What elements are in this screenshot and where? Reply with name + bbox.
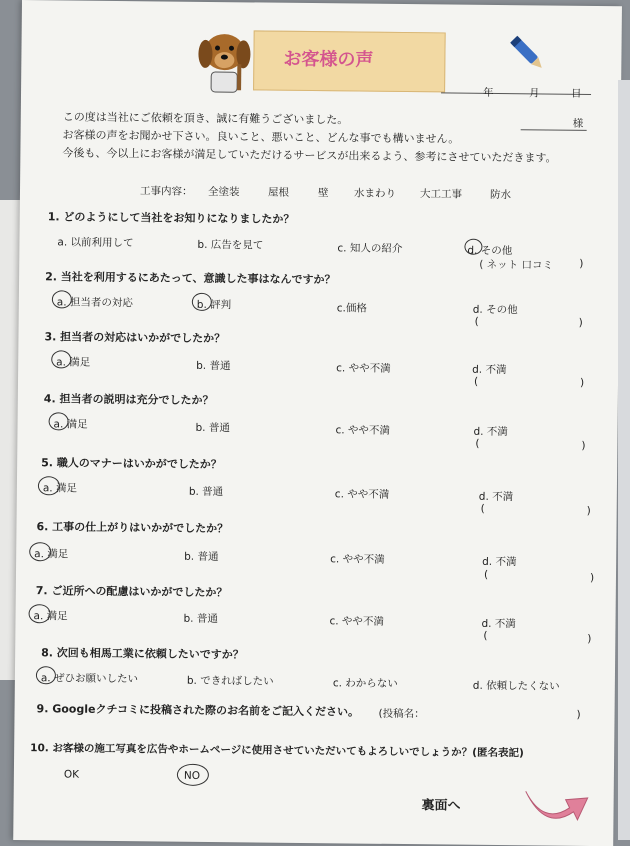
date-day-label: 日 [570, 87, 582, 100]
q3-answer-circle [51, 350, 71, 368]
q7-option-b[interactable]: b. 普通 [183, 612, 218, 626]
q9-paren-close: ) [576, 708, 581, 721]
honorific-label: 様 [572, 117, 584, 130]
q3-paren-close: ) [579, 376, 585, 389]
q7-option-a[interactable]: a. 満足 [33, 610, 68, 623]
q4-answer-circle [48, 412, 68, 430]
q8-option-a[interactable]: a. ぜひお願いしたい [40, 672, 139, 686]
work-item-roof: 屋根 [267, 186, 290, 199]
pen-icon [503, 29, 554, 80]
q2-answer-circle-b [192, 293, 212, 311]
q3-option-a[interactable]: a. 満足 [56, 356, 91, 369]
q3-paren-open: ( [473, 375, 479, 388]
q1-option-a[interactable]: a. 以前利用して [57, 236, 134, 250]
q2-option-c[interactable]: c.価格 [336, 302, 367, 315]
question-2: 2. 当社を利用するにあたって、意識した事はなんですか？ [45, 270, 336, 287]
q6-answer-circle [29, 542, 51, 561]
q5-paren-close: ) [586, 504, 591, 517]
q4-paren-open: ( [475, 437, 480, 450]
q5-option-b[interactable]: b. 普通 [188, 485, 224, 499]
q2-answer-circle-a [52, 290, 72, 308]
q2-option-a[interactable]: a. 担当者の対応 [56, 296, 134, 310]
curved-arrow-icon [519, 777, 600, 828]
q4-paren-close: ) [581, 439, 586, 452]
q4-option-c[interactable]: c. やや不満 [335, 424, 391, 437]
work-item-wall: 壁 [317, 187, 329, 200]
date-year-label: 年 [482, 86, 494, 99]
work-label: 工事内容： [139, 185, 193, 198]
q5-option-d[interactable]: d. 不満 [478, 490, 514, 504]
intro-line-2: お客様の声をお聞かせ下さい。良いこと、悪いこと、どんな事でも構いません。 [62, 128, 460, 146]
work-item-paint: 全塗装 [207, 185, 240, 199]
question-8: 8. 次回も相馬工業に依頼したいですか？ [41, 646, 244, 662]
question-7: 7. ご近所への配慮はいかがでしたか？ [35, 584, 228, 600]
work-item-carpentry: 大工工事 [419, 188, 463, 201]
q1-option-d[interactable]: d. その他 [467, 244, 513, 258]
q5-option-a[interactable]: a. 満足 [42, 482, 78, 495]
question-10: 10. お客様の施工写真を広告やホームページに使用させていただいてもよろしいでしょうか？(匿名表記) [30, 742, 524, 760]
q10-option-no[interactable]: NO [183, 769, 201, 782]
q1-answer-circle [464, 239, 482, 255]
q5-option-c[interactable]: c. やや不満 [334, 488, 390, 501]
q6-paren-open: ( [483, 568, 489, 581]
q3-option-b[interactable]: b. 普通 [196, 359, 231, 373]
work-item-water: 水まわり [353, 187, 397, 200]
question-1: 1. どのようにして当社をお知りになりましたか？ [47, 210, 295, 226]
question-3: 3. 担当者の対応はいかがでしたか？ [44, 330, 226, 346]
intro-line-1: この度は当社にご依頼を頂き、誠に有難うございました。 [62, 110, 349, 127]
q5-paren-open: ( [480, 502, 485, 515]
q6-option-a[interactable]: a. 満足 [34, 548, 69, 561]
q2-paren-close: ) [578, 316, 583, 329]
q7-paren-close: ) [587, 632, 592, 645]
question-9: 9. Googleクチコミに投稿された際のお名前をご記入ください。 [36, 702, 360, 719]
q6-paren-close: ) [589, 571, 595, 585]
background-edge [618, 80, 630, 840]
page-title: お客様の声 [283, 48, 374, 71]
q7-answer-circle [28, 604, 50, 623]
q7-option-d[interactable]: d. 不満 [481, 617, 516, 631]
survey-sheet [13, 0, 622, 846]
q8-option-c[interactable]: c. わからない [332, 677, 398, 690]
q8-option-b[interactable]: b. できればしたい [186, 674, 274, 688]
q4-option-a[interactable]: a. 満足 [53, 418, 88, 431]
q3-option-d[interactable]: d. 不満 [472, 363, 507, 377]
q6-option-c[interactable]: c. やや不満 [330, 553, 385, 566]
q10-option-ok[interactable]: OK [63, 768, 80, 781]
q1-handwritten-note: ( ネット 口コミ [479, 258, 554, 272]
work-item-waterproof: 防水 [489, 188, 512, 202]
q10-answer-circle [177, 764, 209, 786]
q5-answer-circle [38, 476, 60, 495]
q6-option-b[interactable]: b. 普通 [184, 550, 219, 564]
q2-option-d[interactable]: d. その他 [472, 303, 518, 317]
q4-option-b[interactable]: b. 普通 [195, 421, 230, 435]
q8-answer-circle [36, 666, 56, 684]
q1-paren-close: ) [579, 257, 584, 270]
q1-option-c[interactable]: c. 知人の紹介 [337, 242, 403, 255]
q4-option-d[interactable]: d. 不満 [473, 425, 508, 439]
q7-option-c[interactable]: c. やや不満 [329, 615, 385, 628]
question-4: 4. 担当者の説明は充分でしたか？ [43, 392, 214, 408]
date-month-label: 月 [528, 87, 540, 100]
q2-paren-open: ( [474, 315, 479, 328]
q3-option-c[interactable]: c. やや不満 [336, 362, 391, 375]
q6-option-d[interactable]: d. 不満 [482, 555, 517, 569]
dog-mascot-icon [189, 24, 260, 97]
date-underline [441, 92, 591, 95]
q8-option-d[interactable]: d. 依頼したくない [472, 679, 560, 693]
back-side-label: 裏面へ [421, 798, 461, 814]
intro-line-3: 今後も、今以上にお客様が満足していただけるサービスが出来るよう、参考にさせていただきます。 [62, 146, 557, 165]
question-5: 5. 職人のマナーはいかがでしたか？ [41, 456, 222, 472]
q7-paren-open: ( [483, 629, 488, 642]
q2-option-b[interactable]: b. 評判 [196, 298, 232, 312]
question-6: 6. 工事の仕上がりはいかがでしたか？ [36, 520, 229, 536]
q9-name-label[interactable]: (投稿名： [378, 707, 425, 721]
q1-option-b[interactable]: b. 広告を見て [197, 238, 264, 252]
